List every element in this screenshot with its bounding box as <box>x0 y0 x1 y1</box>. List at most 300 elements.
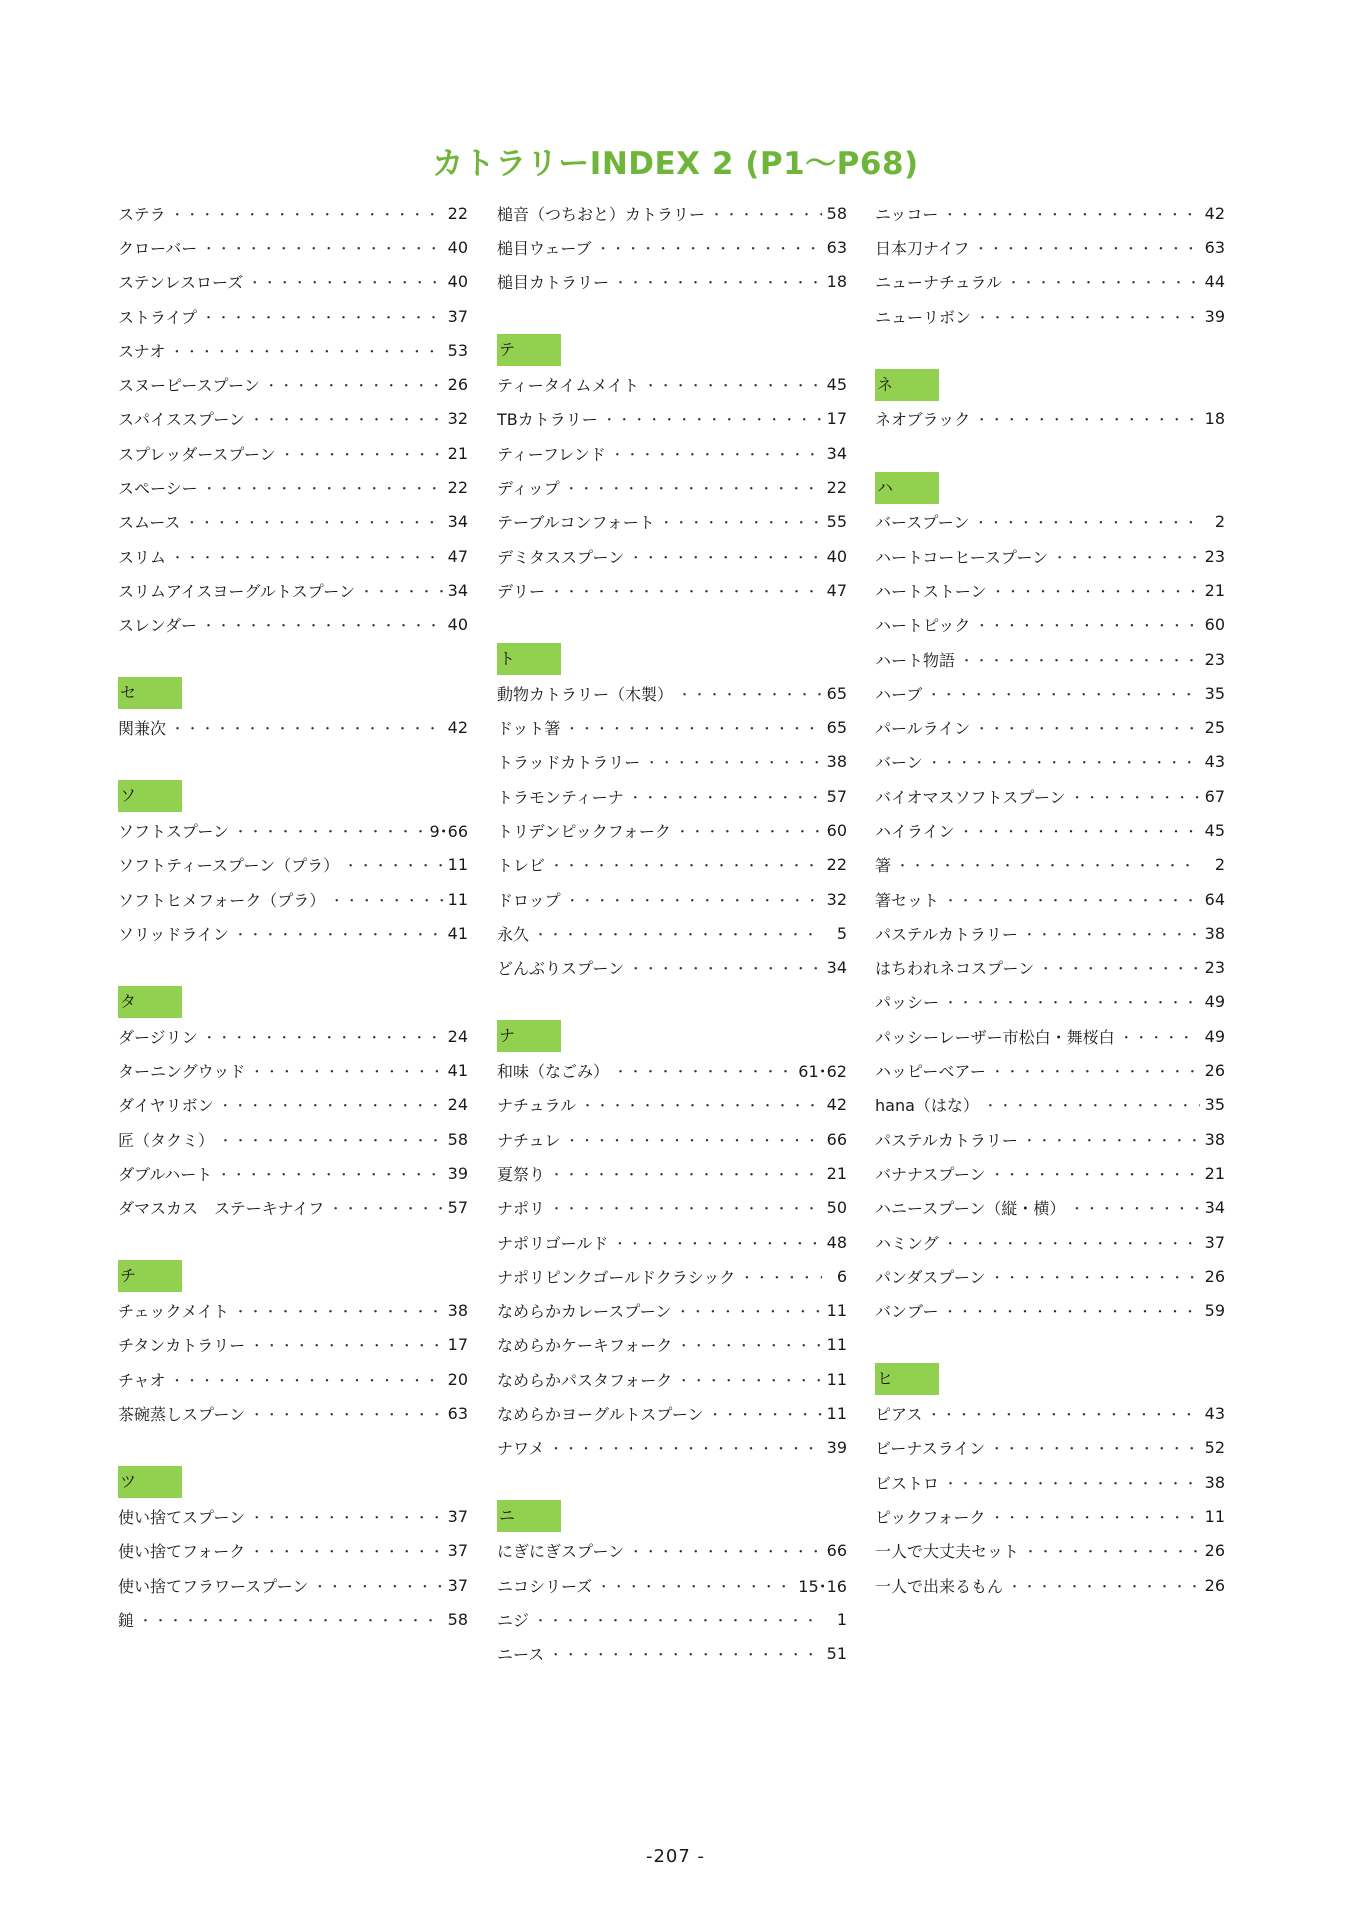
index-entry <box>875 1465 1225 1499</box>
index-entry <box>118 1122 468 1156</box>
entry-name: チャオ <box>118 1370 166 1390</box>
entry-name: バイオマスソフトスプーン <box>875 787 1066 807</box>
entry-name: hana（はな） <box>875 1096 979 1116</box>
entry-name: ニコシリーズ <box>497 1576 593 1596</box>
index-entry <box>118 1396 468 1430</box>
index-entry <box>118 1294 468 1328</box>
entry-page-number: 11 <box>1204 1506 1225 1526</box>
page-number: -207 - <box>645 1846 706 1867</box>
index-entry <box>875 1191 1225 1225</box>
entry-page-number: 24 <box>447 1095 468 1115</box>
entry-name: 槌目カトラリー <box>497 273 610 293</box>
index-entry <box>118 1156 468 1190</box>
dot-leader <box>927 684 1199 703</box>
spacer-row <box>118 1431 468 1465</box>
dot-leader <box>990 1438 1199 1457</box>
index-entry <box>875 539 1225 573</box>
entry-name: チェックメイト <box>118 1302 230 1322</box>
entry-page-number: 17 <box>447 1335 468 1355</box>
entry-name: デリー <box>497 581 546 601</box>
section-header-label: チ <box>118 1260 182 1292</box>
index-entry <box>497 539 847 573</box>
index-entry <box>497 745 847 779</box>
spacer-row <box>118 642 468 676</box>
entry-page-number: 24 <box>447 1026 468 1046</box>
dot-leader <box>975 409 1199 428</box>
dot-leader <box>984 1095 1200 1114</box>
dot-leader <box>566 1130 822 1149</box>
entry-page-number: 58 <box>826 203 847 223</box>
dot-leader <box>611 444 822 463</box>
entry-name: ハートコーヒースプーン <box>875 547 1049 567</box>
entry-page-number: 37 <box>447 1541 468 1561</box>
entry-name: スヌーピースプーン <box>118 376 260 396</box>
entry-page-number: 66 <box>826 1129 847 1149</box>
index-entry <box>875 1259 1225 1293</box>
dot-leader <box>991 1507 1200 1526</box>
dot-leader <box>677 1335 821 1354</box>
dot-leader <box>644 375 822 394</box>
dot-leader <box>202 238 442 257</box>
entry-name: スプレッダースプーン <box>118 444 276 464</box>
spacer-row <box>875 436 1225 470</box>
entry-name: ハーブ <box>875 684 923 704</box>
entry-name: ドロップ <box>497 890 561 910</box>
index-entry <box>875 402 1225 436</box>
index-entry <box>497 1602 847 1636</box>
index-entry <box>875 1088 1225 1122</box>
dot-leader <box>928 752 1200 771</box>
entry-page-number: 60 <box>826 820 847 840</box>
dot-leader <box>991 1164 1200 1183</box>
index-entry <box>497 402 847 436</box>
entry-name: ハートストーン <box>875 581 987 601</box>
dot-leader <box>1070 1198 1199 1217</box>
entry-name: ドット箸 <box>497 719 561 739</box>
dot-leader <box>1120 1027 1200 1046</box>
entry-name: ステラ <box>118 204 166 224</box>
entry-name: 槌目ウェーブ <box>497 238 592 258</box>
dot-leader <box>676 821 822 840</box>
entry-page-number: 26 <box>1204 1541 1225 1561</box>
entry-name: 日本刀ナイフ <box>875 238 970 258</box>
index-entry <box>875 196 1225 230</box>
entry-page-number: 40 <box>826 546 847 566</box>
index-entry <box>497 470 847 504</box>
entry-page-number: 43 <box>1204 752 1225 772</box>
dot-leader <box>709 1404 822 1423</box>
index-entry <box>118 539 468 573</box>
entry-page-number: 63 <box>447 1404 468 1424</box>
entry-name: 鎚 <box>118 1610 135 1630</box>
dot-leader <box>234 1301 443 1320</box>
section-header-label: ヒ <box>875 1363 939 1395</box>
entry-name: スパイススプーン <box>118 410 246 430</box>
section-header-label: ネ <box>875 369 939 401</box>
entry-page-number: 26 <box>447 375 468 395</box>
entry-page-number: 21 <box>1204 580 1225 600</box>
index-entry <box>118 1191 468 1225</box>
section-header-label: ハ <box>875 472 939 504</box>
index-entry <box>497 710 847 744</box>
index-entry <box>118 230 468 264</box>
entry-name: スナオ <box>118 341 166 361</box>
entry-name: ピックフォーク <box>875 1507 986 1527</box>
page-title: カトラリーINDEX 2 (P1～P68) <box>432 146 919 182</box>
dot-leader <box>613 1233 821 1252</box>
entry-name: ソリッドライン <box>118 924 229 944</box>
entry-name: ナチュラル <box>497 1096 577 1116</box>
dot-leader <box>550 855 822 874</box>
entry-page-number: 42 <box>826 1095 847 1115</box>
dot-leader <box>234 924 443 943</box>
index-entry <box>118 1053 468 1087</box>
entry-page-number: 42 <box>447 718 468 738</box>
index-entry <box>118 402 468 436</box>
entry-page-number: 53 <box>447 340 468 360</box>
index-entry <box>497 1431 847 1465</box>
entry-page-number: 41 <box>447 923 468 943</box>
dot-leader <box>534 1610 822 1629</box>
index-entry <box>497 196 847 230</box>
section-header <box>497 333 847 367</box>
dot-leader <box>202 615 443 634</box>
entry-page-number: 40 <box>447 237 468 257</box>
entry-name: ディップ <box>497 479 560 499</box>
entry-name: ソフトスプーン <box>118 821 230 841</box>
index-entry <box>118 1534 468 1568</box>
entry-page-number: 66 <box>826 1541 847 1561</box>
entry-name: ダージリン <box>118 1027 198 1047</box>
entry-page-number: 34 <box>447 512 468 532</box>
index-entry <box>497 1362 847 1396</box>
dot-leader <box>581 1095 822 1114</box>
dot-leader <box>566 890 822 909</box>
dot-leader <box>171 718 443 737</box>
dot-leader <box>645 752 821 771</box>
entry-name: トリデンピックフォーク <box>497 821 671 841</box>
entry-page-number: 5 <box>836 923 847 943</box>
entry-name: ネオブラック <box>875 410 971 430</box>
entry-name: にぎにぎスプーン <box>497 1542 625 1562</box>
dot-leader <box>710 204 822 223</box>
entry-page-number: 2 <box>1214 855 1225 875</box>
index-entry <box>497 1259 847 1293</box>
section-header-label: セ <box>118 677 182 709</box>
entry-name: TBカトラリー <box>497 410 598 430</box>
index-column-1 <box>118 196 468 1636</box>
entry-name: ハートピック <box>875 616 971 636</box>
entry-name: トレビ <box>497 856 546 876</box>
entry-name: ソフトヒメフォーク（プラ） <box>118 890 326 910</box>
entry-page-number: 39 <box>826 1438 847 1458</box>
entry-name: ハニースプーン（縦・横） <box>875 1199 1066 1219</box>
index-entry <box>497 813 847 847</box>
entry-page-number: 44 <box>1204 272 1225 292</box>
entry-name: スムース <box>118 513 181 533</box>
entry-name: スペーシー <box>118 479 198 499</box>
entry-page-number: 52 <box>1204 1438 1225 1458</box>
dot-leader <box>676 1301 821 1320</box>
section-header-label: ト <box>497 643 561 675</box>
index-entry <box>875 573 1225 607</box>
entry-page-number: 21 <box>1204 1163 1225 1183</box>
index-column-2 <box>497 196 847 1671</box>
section-header-label: タ <box>118 986 182 1018</box>
entry-name: 夏祭り <box>497 1164 546 1184</box>
index-entry <box>497 505 847 539</box>
dot-leader <box>281 444 443 463</box>
dot-leader <box>629 958 821 977</box>
dot-leader <box>219 1095 443 1114</box>
entry-page-number: 34 <box>447 580 468 600</box>
section-header <box>118 1465 468 1499</box>
index-entry <box>497 951 847 985</box>
index-entry <box>497 367 847 401</box>
entry-name: パステルカトラリー <box>875 924 1018 944</box>
spacer-row <box>497 1465 847 1499</box>
entry-name: ハッピーベアー <box>875 1062 986 1082</box>
index-entry <box>497 1156 847 1190</box>
entry-page-number: 37 <box>447 306 468 326</box>
entry-name: トラモンティーナ <box>497 787 624 807</box>
dot-leader <box>927 1404 1199 1423</box>
entry-name: 一人で大丈夫セット <box>875 1542 1020 1562</box>
entry-page-number: 59 <box>1204 1301 1225 1321</box>
entry-page-number: 18 <box>1204 409 1225 429</box>
section-header <box>497 1499 847 1533</box>
entry-page-number: 64 <box>1204 889 1225 909</box>
index-entry <box>875 642 1225 676</box>
entry-page-number: 40 <box>447 615 468 635</box>
spacer-row <box>875 333 1225 367</box>
dot-leader <box>313 1576 442 1595</box>
dot-leader <box>550 1438 822 1457</box>
entry-name: 一人で出来るもん <box>875 1576 1004 1596</box>
entry-name: 槌音（つちおと）カトラリー <box>497 204 706 224</box>
dot-leader <box>250 1404 442 1423</box>
index-entry <box>497 676 847 710</box>
entry-page-number: 47 <box>826 580 847 600</box>
entry-page-number: 11 <box>826 1335 847 1355</box>
dot-leader <box>330 890 442 909</box>
entry-page-number: 11 <box>826 1301 847 1321</box>
index-entry <box>875 1294 1225 1328</box>
index-entry <box>118 608 468 642</box>
entry-name: ハイライン <box>875 821 955 841</box>
entry-name: 使い捨てフォーク <box>118 1542 246 1562</box>
entry-name: なめらかカレースプーン <box>497 1302 672 1322</box>
entry-page-number: 23 <box>1204 546 1225 566</box>
entry-page-number: 34 <box>1204 1198 1225 1218</box>
entry-name: バーン <box>875 753 923 773</box>
index-entry <box>497 882 847 916</box>
entry-page-number: 65 <box>826 683 847 703</box>
entry-name: ターニングウッド <box>118 1062 246 1082</box>
entry-page-number: 43 <box>1204 1404 1225 1424</box>
index-entry <box>497 1088 847 1122</box>
entry-page-number: 35 <box>1204 1095 1225 1115</box>
entry-name: 匠（タクミ） <box>118 1130 215 1150</box>
dot-leader <box>629 787 822 806</box>
index-entry <box>118 573 468 607</box>
index-entry <box>875 882 1225 916</box>
entry-page-number: 11 <box>826 1369 847 1389</box>
entry-page-number: 26 <box>1204 1575 1225 1595</box>
dot-leader <box>944 992 1200 1011</box>
entry-page-number: 34 <box>826 958 847 978</box>
dot-leader <box>1023 1130 1200 1149</box>
index-entry <box>497 848 847 882</box>
entry-page-number: 9･66 <box>429 821 468 841</box>
entry-name: 箸セット <box>875 890 940 910</box>
index-entry <box>875 505 1225 539</box>
dot-leader <box>944 890 1200 909</box>
entry-page-number: 57 <box>447 1198 468 1218</box>
section-header-label: ソ <box>118 780 182 812</box>
section-header <box>497 642 847 676</box>
index-entry <box>497 436 847 470</box>
entry-name: スリム <box>118 547 167 567</box>
dot-leader <box>534 924 822 943</box>
index-entry <box>118 1328 468 1362</box>
index-entry <box>118 916 468 950</box>
dot-leader <box>171 1370 443 1389</box>
entry-page-number: 6 <box>836 1266 847 1286</box>
index-entry <box>118 196 468 230</box>
entry-page-number: 63 <box>1204 237 1225 257</box>
entry-name: なめらかケーキフォーク <box>497 1336 673 1356</box>
entry-name: クローバー <box>118 238 198 258</box>
entry-name: パンダスプーン <box>875 1267 986 1287</box>
entry-page-number: 37 <box>447 1506 468 1526</box>
index-entry <box>118 1499 468 1533</box>
entry-name: ピアス <box>875 1405 923 1425</box>
index-entry <box>875 1499 1225 1533</box>
dot-leader <box>203 1027 443 1046</box>
entry-page-number: 45 <box>1204 820 1225 840</box>
index-entry <box>875 813 1225 847</box>
entry-name: ダマスカス ステーキナイフ <box>118 1199 325 1219</box>
entry-name: ニジ <box>497 1610 530 1630</box>
entry-name: ステンレスローズ <box>118 273 244 293</box>
index-entry <box>497 1568 847 1602</box>
entry-page-number: 40 <box>447 272 468 292</box>
entry-page-number: 57 <box>826 786 847 806</box>
entry-name: バンブー <box>875 1302 939 1322</box>
dot-leader <box>248 272 442 291</box>
index-entry <box>875 299 1225 333</box>
entry-page-number: 1 <box>836 1609 847 1629</box>
index-entry <box>118 882 468 916</box>
index-entry <box>875 1156 1225 1190</box>
dot-leader <box>629 1541 821 1560</box>
dot-leader <box>565 478 822 497</box>
dot-leader <box>1024 1541 1200 1560</box>
entry-name: トラッドカトラリー <box>497 753 641 773</box>
index-entry <box>118 299 468 333</box>
entry-page-number: 22 <box>826 478 847 498</box>
index-entry <box>875 1019 1225 1053</box>
index-entry <box>497 916 847 950</box>
index-entry <box>118 1019 468 1053</box>
entry-name: ナポリ <box>497 1199 546 1219</box>
index-entry <box>497 265 847 299</box>
entry-page-number: 42 <box>1204 203 1225 223</box>
dot-leader <box>1071 787 1200 806</box>
index-entry <box>118 1602 468 1636</box>
section-header-label: ナ <box>497 1020 561 1052</box>
entry-name: ストライプ <box>118 307 198 327</box>
dot-leader <box>677 1370 821 1389</box>
dot-leader <box>265 375 443 394</box>
entry-page-number: 38 <box>1204 1472 1225 1492</box>
dot-leader <box>550 1164 822 1183</box>
entry-name: ダブルハート <box>118 1164 213 1184</box>
index-entry <box>875 1431 1225 1465</box>
entry-page-number: 18 <box>826 272 847 292</box>
dot-leader <box>171 204 443 223</box>
entry-page-number: 38 <box>826 752 847 772</box>
dot-leader <box>629 547 821 566</box>
dot-leader <box>1007 272 1200 291</box>
entry-name: ソフトティースプーン（プラ） <box>118 856 340 876</box>
index-entry <box>118 436 468 470</box>
entry-page-number: 22 <box>826 855 847 875</box>
dot-leader <box>975 615 1199 634</box>
dot-leader <box>678 684 822 703</box>
index-entry <box>875 1534 1225 1568</box>
entry-page-number: 15･16 <box>798 1576 847 1596</box>
dot-leader <box>550 581 822 600</box>
entry-page-number: 49 <box>1204 1026 1225 1046</box>
dot-leader <box>944 1233 1200 1252</box>
entry-page-number: 37 <box>1204 1232 1225 1252</box>
entry-name: ハート物語 <box>875 650 956 670</box>
entry-page-number: 34 <box>826 443 847 463</box>
entry-page-number: 23 <box>1204 958 1225 978</box>
index-entry <box>875 265 1225 299</box>
dot-leader <box>234 821 424 840</box>
entry-name: ティータイムメイト <box>497 376 640 396</box>
entry-name: パッシー <box>875 993 940 1013</box>
index-entry <box>497 1328 847 1362</box>
entry-name: 茶碗蒸しスプーン <box>118 1405 246 1425</box>
index-entry <box>497 230 847 264</box>
entry-page-number: 25 <box>1204 718 1225 738</box>
dot-leader <box>170 341 442 360</box>
dot-leader <box>976 307 1200 326</box>
dot-leader <box>1039 958 1199 977</box>
entry-page-number: 58 <box>447 1129 468 1149</box>
index-entry <box>118 265 468 299</box>
entry-name: ニューナチュラル <box>875 273 1003 293</box>
entry-page-number: 21 <box>826 1163 847 1183</box>
entry-page-number: 39 <box>447 1163 468 1183</box>
dot-leader <box>550 1198 822 1217</box>
section-header <box>875 367 1225 401</box>
entry-page-number: 51 <box>826 1644 847 1664</box>
dot-leader <box>250 1335 442 1354</box>
dot-leader <box>171 547 443 566</box>
section-header <box>118 985 468 1019</box>
entry-name: ナポリピンクゴールドクラシック <box>497 1267 736 1287</box>
entry-name: 和味（なごみ） <box>497 1062 610 1082</box>
spacer-row <box>118 951 468 985</box>
entry-page-number: 49 <box>1204 992 1225 1012</box>
spacer-row <box>875 1328 1225 1362</box>
index-entry <box>875 916 1225 950</box>
